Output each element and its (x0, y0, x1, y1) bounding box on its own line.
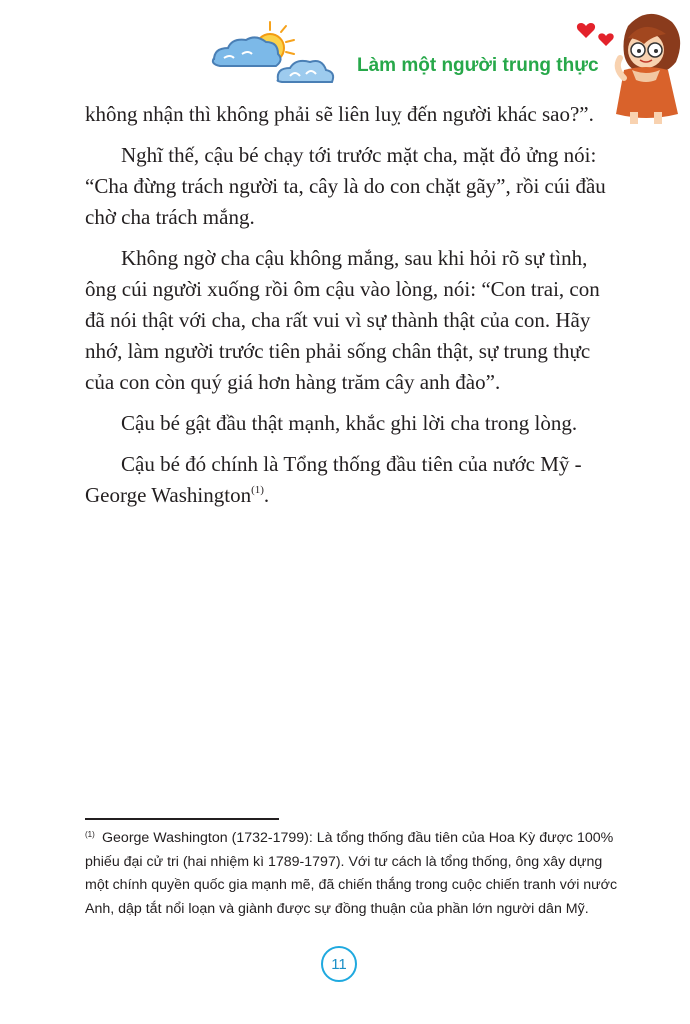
footnote (85, 827, 620, 921)
cloud-sun-icon (208, 18, 338, 90)
paragraph: Cậu bé gật đầu thật mạnh, khắc ghi lời cha trong lòng. (121, 411, 578, 435)
footnote-marker: (1) (85, 830, 95, 839)
body-text (85, 99, 615, 521)
page-number: 11 (321, 946, 357, 982)
footnote-text: George Washington (1732-1799): Là tổng thống đầu tiên của Hoa Kỳ được 100% phiếu đại cử tri (hai nhiệm kì 1789-1797). Với tư cách là tổng thống, ông xây dựng một chính quyền quốc gia mạnh mẽ, đã chiến thắng trong cuộc chiến tranh với nước Anh, dập tắt nổi loạn và giành được sự đồng thuận của phần lớn người dân Mỹ. (85, 830, 618, 917)
chapter-title: Làm một người trung thực (357, 55, 599, 76)
paragraph: không nhận thì không phải sẽ liên luỵ đến người khác sao?”. (85, 102, 594, 126)
heart-icon (577, 23, 595, 38)
sentence-period: . (263, 483, 270, 507)
footnote-reference[interactable]: (1) (251, 484, 264, 496)
paragraph-with-footnote (85, 449, 615, 511)
paragraph: Không ngờ cha cậu không mắng, sau khi hỏi rõ sự tình, ông cúi người xuống rồi ôm cậu vào lòng, nói: “Con trai, con đã nói thật với cha, cha rất vui vì sự thành thật của con. Hãy nhớ, làm người trước tiên phải sống chân thật, sự trung thực của con còn quý giá hơn hàng trăm cây anh đào”. (85, 246, 600, 394)
paragraph-text: Cậu bé đó chính là Tổng thống đầu tiên của nước Mỹ - George Washington (85, 452, 582, 507)
footnote-divider (85, 818, 279, 820)
paragraph: Nghĩ thế, cậu bé chạy tới trước mặt cha, mặt đỏ ửng nói: “Cha đừng trách người ta, cây là do con chặt gãy”, rồi cúi đầu chờ cha trách mắng. (85, 143, 606, 229)
heart-icon (598, 33, 613, 46)
